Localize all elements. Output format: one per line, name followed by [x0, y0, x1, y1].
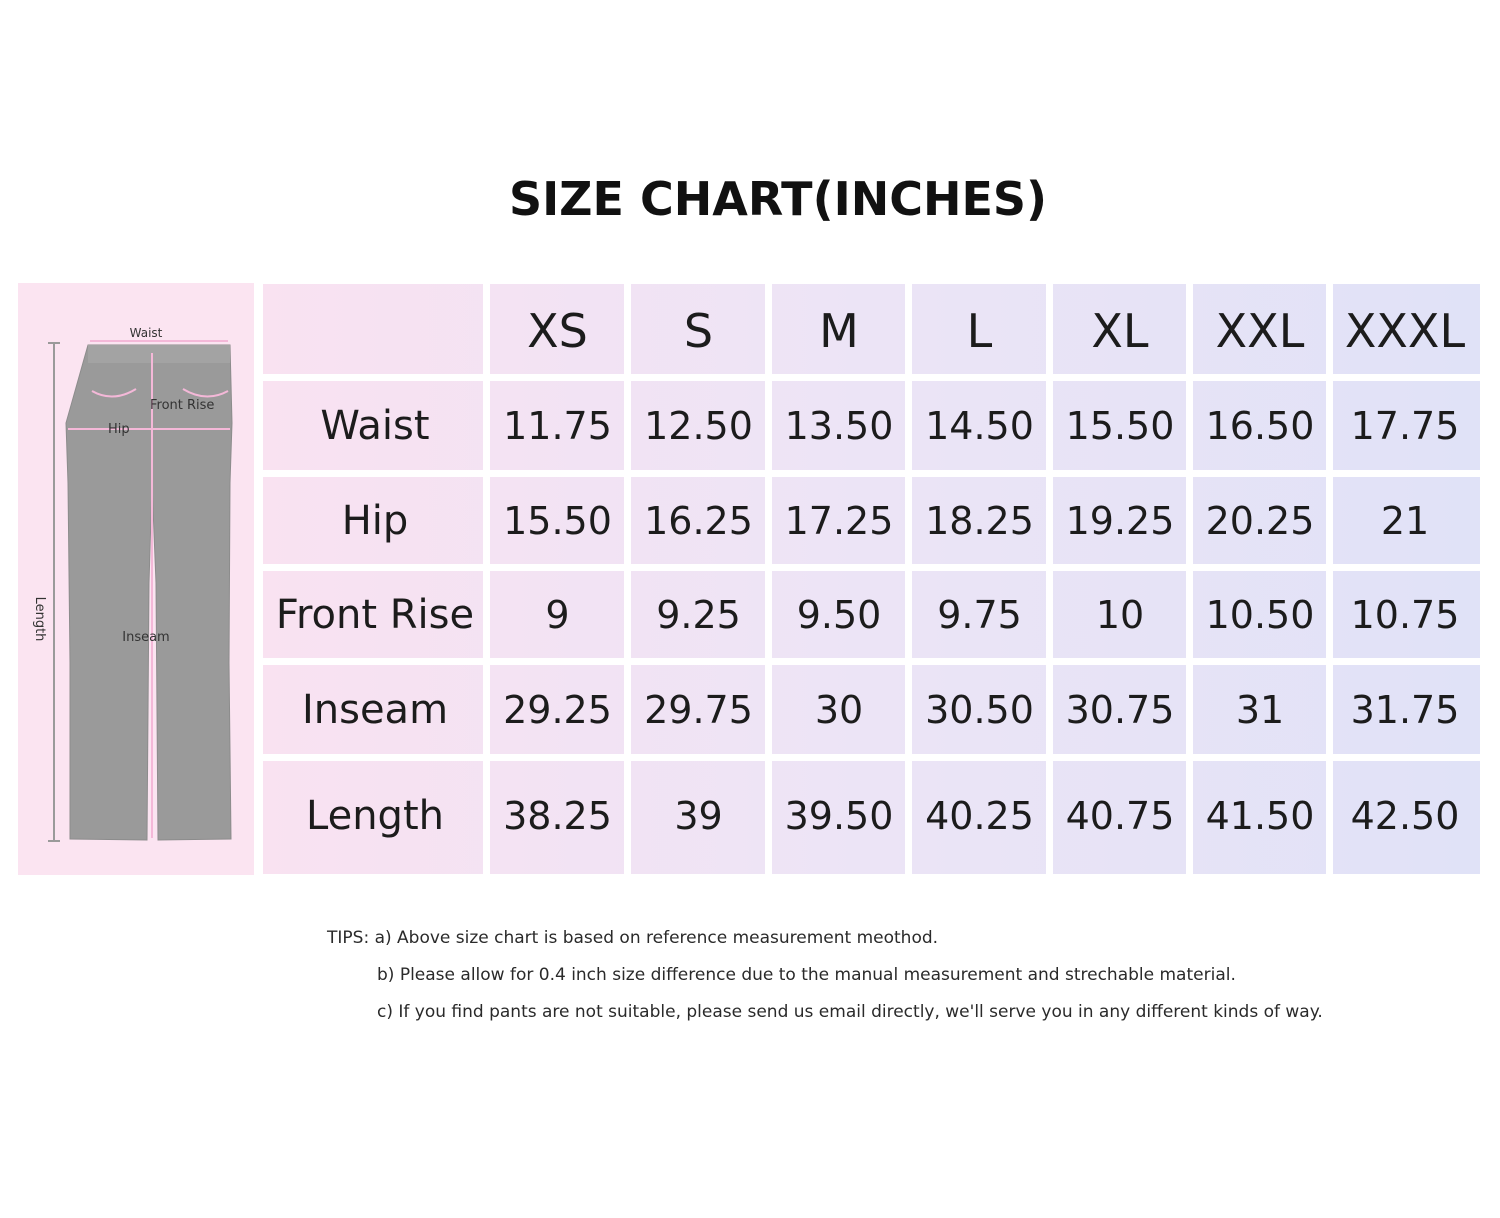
grid-divider [1186, 284, 1193, 874]
table-cell: 17.25 [784, 499, 894, 543]
row-label: Front Rise [275, 592, 475, 638]
row-label: Hip [341, 498, 409, 544]
table-cell: 17.75 [1350, 404, 1460, 448]
page-title: SIZE CHART(INCHES) [508, 172, 1048, 226]
size-header: S [683, 304, 714, 358]
grid-divider [624, 284, 631, 874]
table-cell: 30.75 [1065, 688, 1175, 732]
table-cell: 39.50 [784, 794, 894, 838]
table-cell: 29.75 [644, 688, 753, 732]
table-cell: 30 [814, 688, 864, 732]
size-table [263, 284, 1480, 874]
table-cell: 14.50 [925, 404, 1034, 448]
tip-c: c) If you find pants are not suitable, please send us email directly, we'll serve you in any different kinds of way. [377, 1002, 1323, 1022]
table-cell: 10.50 [1205, 593, 1315, 637]
table-cell: 21 [1380, 499, 1430, 543]
table-cell: 31 [1235, 688, 1285, 732]
table-cell: 41.50 [1205, 794, 1315, 838]
table-cell: 9.25 [656, 593, 741, 637]
waist-label: Waist [129, 326, 163, 340]
table-cell: 16.25 [644, 499, 753, 543]
front-rise-label: Front Rise [150, 398, 215, 413]
tip-b: b) Please allow for 0.4 inch size difference due to the manual measurement and strechable material. [377, 965, 1236, 985]
table-cell: 42.50 [1350, 794, 1460, 838]
table-cell: 30.50 [925, 688, 1034, 732]
size-header: M [819, 304, 859, 358]
grid-divider [483, 284, 490, 874]
table-cell: 18.25 [925, 499, 1034, 543]
table-cell: 15.50 [503, 499, 612, 543]
grid-divider [1326, 284, 1333, 874]
size-header: XXXL [1344, 304, 1466, 358]
size-header: XXL [1215, 304, 1305, 358]
table-cell: 9 [545, 593, 570, 637]
table-cell: 16.50 [1205, 404, 1315, 448]
grid-divider [263, 470, 1480, 477]
table-cell: 10 [1095, 593, 1145, 637]
table-cell: 31.75 [1350, 688, 1460, 732]
length-label: Length [32, 596, 47, 642]
table-cell: 12.50 [644, 404, 753, 448]
pants-diagram [18, 283, 254, 875]
row-label: Waist [320, 403, 430, 449]
grid-divider [263, 754, 1480, 761]
grid-divider [263, 658, 1480, 665]
size-header: XS [527, 304, 588, 358]
pants-illustration [18, 283, 254, 875]
table-cell: 9.50 [796, 593, 882, 637]
table-cell: 15.50 [1065, 404, 1175, 448]
table-cell: 19.25 [1065, 499, 1175, 543]
grid-divider [263, 564, 1480, 571]
table-cell: 10.75 [1350, 593, 1460, 637]
size-header: L [966, 304, 993, 358]
row-label: Inseam [301, 687, 449, 733]
table-cell: 9.75 [937, 593, 1022, 637]
waistband [88, 345, 230, 363]
grid-divider [263, 374, 1480, 381]
grid-divider [1046, 284, 1053, 874]
row-label: Length [306, 793, 444, 839]
size-header: XL [1091, 304, 1149, 358]
table-cell: 39 [674, 794, 723, 838]
table-cell: 29.25 [503, 688, 612, 732]
inseam-label: Inseam [122, 630, 170, 645]
grid-divider [765, 284, 772, 874]
table-cell: 20.25 [1205, 499, 1315, 543]
tip-a: TIPS: a) Above size chart is based on reference measurement meothod. [327, 928, 939, 948]
table-cell: 40.25 [925, 794, 1034, 838]
grid-divider [905, 284, 912, 874]
table-cell: 13.50 [784, 404, 894, 448]
table-cell: 40.75 [1065, 794, 1175, 838]
table-cell: 38.25 [503, 794, 612, 838]
pants-shape [66, 345, 232, 840]
hip-label: Hip [108, 422, 130, 437]
table-cell: 11.75 [503, 404, 612, 448]
